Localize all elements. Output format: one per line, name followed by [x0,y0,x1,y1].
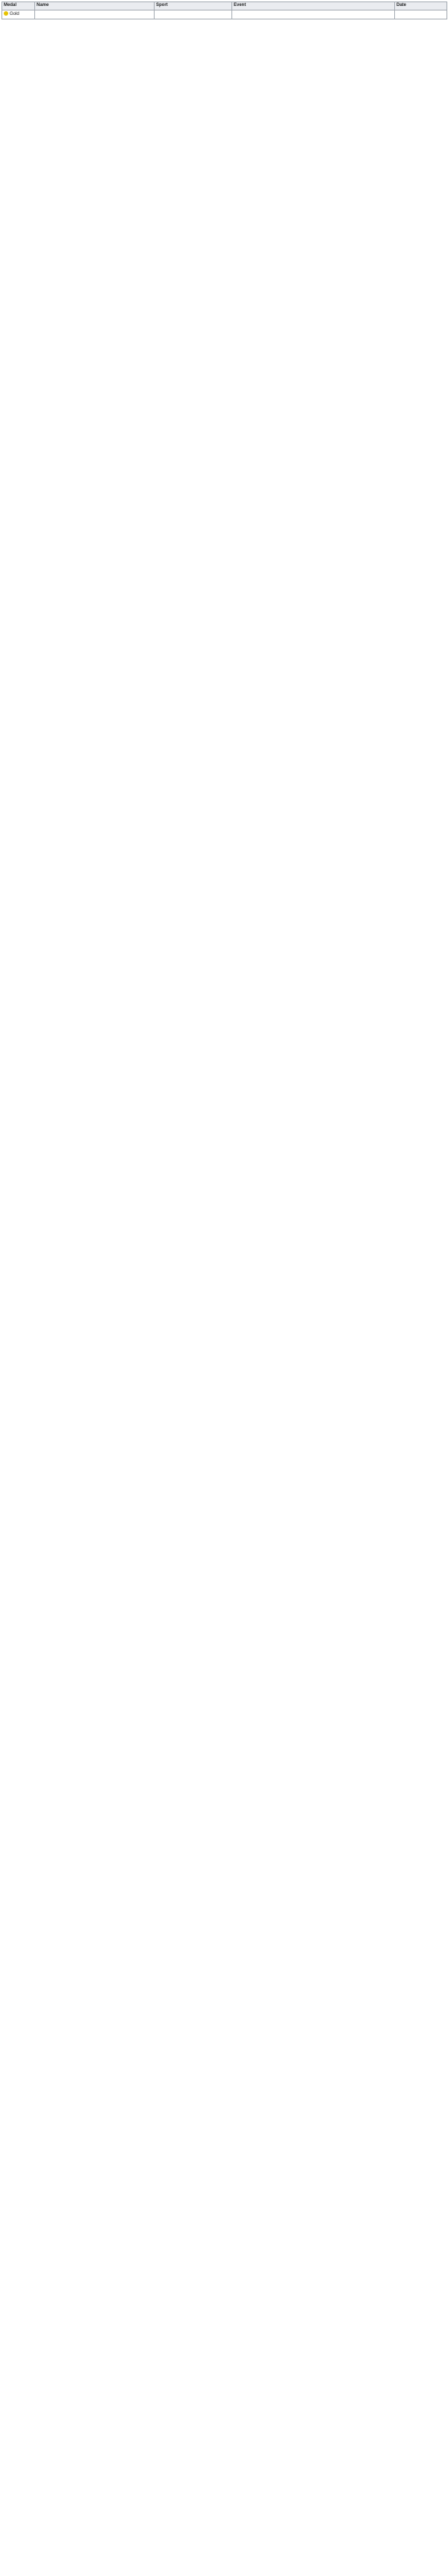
column-header-date[interactable]: Date [395,2,447,10]
table-row [2,10,447,19]
column-header-medal[interactable]: Medal [2,2,35,10]
medal-label: Gold [10,12,19,16]
medalists-section [1,1,447,2529]
table-header-row [2,2,447,10]
medal-cell [2,10,35,19]
column-header-name[interactable]: Name [35,2,155,10]
medal-icon [4,11,8,16]
column-header-sport[interactable]: Sport [155,2,232,10]
medalists-table [1,1,447,19]
column-header-event[interactable]: Event [232,2,395,10]
sport-cell[interactable] [155,10,232,19]
event-cell[interactable] [232,10,395,19]
table-continuation [1,19,447,2529]
date-cell [395,10,447,19]
medal-rows [2,10,447,19]
athlete-name-cell[interactable] [35,10,155,19]
